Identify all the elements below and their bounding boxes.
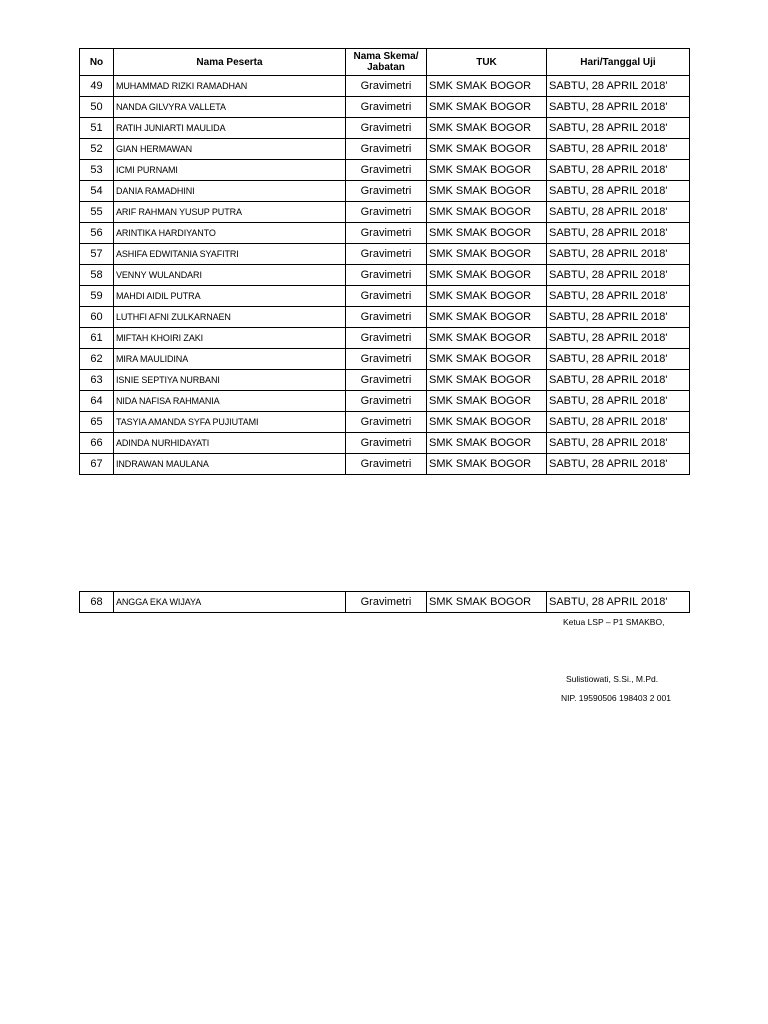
cell-name: RATIH JUNIARTI MAULIDA <box>114 118 346 139</box>
cell-date: SABTU, 28 APRIL 2018' <box>547 328 690 349</box>
cell-no: 65 <box>80 412 114 433</box>
cell-tuk: SMK SMAK BOGOR <box>427 412 547 433</box>
cell-skema: Gravimetri <box>346 97 427 118</box>
cell-name: NIDA NAFISA RAHMANIA <box>114 391 346 412</box>
cell-name: ICMI PURNAMI <box>114 160 346 181</box>
cell-no: 59 <box>80 286 114 307</box>
table-row <box>80 139 690 160</box>
header-skema-line1: Nama Skema/ <box>353 51 419 62</box>
participants-table <box>79 48 690 475</box>
cell-skema: Gravimetri <box>346 433 427 454</box>
cell-date: SABTU, 28 APRIL 2018' <box>547 454 690 475</box>
cell-no: 55 <box>80 202 114 223</box>
cell-tuk: SMK SMAK BOGOR <box>427 139 547 160</box>
table-row <box>80 202 690 223</box>
header-skema-line2: Jabatan <box>367 62 405 73</box>
cell-date: SABTU, 28 APRIL 2018' <box>547 139 690 160</box>
cell-date: SABTU, 28 APRIL 2018' <box>547 118 690 139</box>
cell-tuk: SMK SMAK BOGOR <box>427 265 547 286</box>
signature-name: Sulistiowati, S.Si., M.Pd. <box>566 674 659 684</box>
cell-tuk: SMK SMAK BOGOR <box>427 97 547 118</box>
cell-name: INDRAWAN MAULANA <box>114 454 346 475</box>
cell-date: SABTU, 28 APRIL 2018' <box>547 244 690 265</box>
cell-no: 67 <box>80 454 114 475</box>
cell-date: SABTU, 28 APRIL 2018' <box>547 592 690 613</box>
cell-no: 64 <box>80 391 114 412</box>
cell-tuk: SMK SMAK BOGOR <box>427 160 547 181</box>
cell-no: 50 <box>80 97 114 118</box>
cell-no: 53 <box>80 160 114 181</box>
table-row <box>80 76 690 97</box>
cell-skema: Gravimetri <box>346 265 427 286</box>
cell-no: 56 <box>80 223 114 244</box>
cell-skema: Gravimetri <box>346 76 427 97</box>
cell-date: SABTU, 28 APRIL 2018' <box>547 391 690 412</box>
cell-name: VENNY WULANDARI <box>114 265 346 286</box>
cell-no: 68 <box>80 592 114 613</box>
cell-no: 57 <box>80 244 114 265</box>
cell-skema: Gravimetri <box>346 202 427 223</box>
cell-name: TASYIA AMANDA SYFA PUJIUTAMI <box>114 412 346 433</box>
cell-skema: Gravimetri <box>346 454 427 475</box>
cell-date: SABTU, 28 APRIL 2018' <box>547 265 690 286</box>
cell-skema: Gravimetri <box>346 307 427 328</box>
signature-title: Ketua LSP – P1 SMAKBO, <box>563 617 665 627</box>
table-row <box>80 118 690 139</box>
cell-tuk: SMK SMAK BOGOR <box>427 328 547 349</box>
cell-date: SABTU, 28 APRIL 2018' <box>547 76 690 97</box>
cell-name: ANGGA EKA WIJAYA <box>114 592 346 613</box>
cell-skema: Gravimetri <box>346 244 427 265</box>
table-row <box>80 433 690 454</box>
cell-no: 58 <box>80 265 114 286</box>
cell-tuk: SMK SMAK BOGOR <box>427 244 547 265</box>
cell-date: SABTU, 28 APRIL 2018' <box>547 160 690 181</box>
cell-date: SABTU, 28 APRIL 2018' <box>547 349 690 370</box>
table-header-row <box>80 49 690 76</box>
cell-name: ASHIFA EDWITANIA SYAFITRI <box>114 244 346 265</box>
cell-date: SABTU, 28 APRIL 2018' <box>547 181 690 202</box>
cell-tuk: SMK SMAK BOGOR <box>427 118 547 139</box>
cell-skema: Gravimetri <box>346 139 427 160</box>
cell-tuk: SMK SMAK BOGOR <box>427 454 547 475</box>
cell-name: MAHDI AIDIL PUTRA <box>114 286 346 307</box>
header-skema <box>346 49 427 76</box>
cell-skema: Gravimetri <box>346 412 427 433</box>
table-row <box>80 412 690 433</box>
cell-no: 66 <box>80 433 114 454</box>
table-row <box>80 160 690 181</box>
cell-no: 52 <box>80 139 114 160</box>
cell-tuk: SMK SMAK BOGOR <box>427 349 547 370</box>
cell-date: SABTU, 28 APRIL 2018' <box>547 307 690 328</box>
cell-name: DANIA RAMADHINI <box>114 181 346 202</box>
cell-tuk: SMK SMAK BOGOR <box>427 433 547 454</box>
cell-tuk: SMK SMAK BOGOR <box>427 307 547 328</box>
cell-skema: Gravimetri <box>346 286 427 307</box>
cell-no: 60 <box>80 307 114 328</box>
table-row <box>80 244 690 265</box>
cell-tuk: SMK SMAK BOGOR <box>427 391 547 412</box>
table-row <box>80 328 690 349</box>
cell-tuk: SMK SMAK BOGOR <box>427 202 547 223</box>
header-name: Nama Peserta <box>114 49 346 76</box>
table-row <box>80 349 690 370</box>
cell-date: SABTU, 28 APRIL 2018' <box>547 370 690 391</box>
cell-skema: Gravimetri <box>346 160 427 181</box>
cell-no: 63 <box>80 370 114 391</box>
cell-skema: Gravimetri <box>346 349 427 370</box>
cell-name: GIAN HERMAWAN <box>114 139 346 160</box>
cell-tuk: SMK SMAK BOGOR <box>427 370 547 391</box>
cell-date: SABTU, 28 APRIL 2018' <box>547 286 690 307</box>
cell-tuk: SMK SMAK BOGOR <box>427 592 547 613</box>
table-row <box>80 454 690 475</box>
cell-tuk: SMK SMAK BOGOR <box>427 223 547 244</box>
cell-skema: Gravimetri <box>346 391 427 412</box>
cell-skema: Gravimetri <box>346 328 427 349</box>
cell-no: 51 <box>80 118 114 139</box>
cell-skema: Gravimetri <box>346 223 427 244</box>
cell-skema: Gravimetri <box>346 370 427 391</box>
cell-name: NANDA GILVYRA VALLETA <box>114 97 346 118</box>
cell-skema: Gravimetri <box>346 118 427 139</box>
table-row <box>80 97 690 118</box>
table-row <box>80 370 690 391</box>
cell-skema: Gravimetri <box>346 181 427 202</box>
cell-name: MIRA MAULIDINA <box>114 349 346 370</box>
header-tuk: TUK <box>427 49 547 76</box>
cell-tuk: SMK SMAK BOGOR <box>427 286 547 307</box>
table-row <box>80 391 690 412</box>
header-date: Hari/Tanggal Uji <box>547 49 690 76</box>
cell-name: ARINTIKA HARDIYANTO <box>114 223 346 244</box>
signature-nip: NIP. 19590506 198403 2 001 <box>561 693 671 703</box>
cell-name: LUTHFI AFNI ZULKARNAEN <box>114 307 346 328</box>
cell-no: 54 <box>80 181 114 202</box>
table-row <box>80 181 690 202</box>
cell-name: ARIF RAHMAN YUSUP PUTRA <box>114 202 346 223</box>
cell-name: ISNIE SEPTIYA NURBANI <box>114 370 346 391</box>
table-row <box>80 223 690 244</box>
cell-tuk: SMK SMAK BOGOR <box>427 76 547 97</box>
table-row <box>80 265 690 286</box>
cell-no: 49 <box>80 76 114 97</box>
table-row <box>80 307 690 328</box>
participants-table-continued <box>79 591 690 613</box>
table-row <box>80 286 690 307</box>
header-no: No <box>80 49 114 76</box>
table-row <box>80 592 690 613</box>
cell-name: MIFTAH KHOIRI ZAKI <box>114 328 346 349</box>
cell-date: SABTU, 28 APRIL 2018' <box>547 412 690 433</box>
cell-name: MUHAMMAD RIZKI RAMADHAN <box>114 76 346 97</box>
cell-name: ADINDA NURHIDAYATI <box>114 433 346 454</box>
cell-date: SABTU, 28 APRIL 2018' <box>547 97 690 118</box>
cell-tuk: SMK SMAK BOGOR <box>427 181 547 202</box>
cell-no: 62 <box>80 349 114 370</box>
cell-date: SABTU, 28 APRIL 2018' <box>547 223 690 244</box>
cell-no: 61 <box>80 328 114 349</box>
cell-date: SABTU, 28 APRIL 2018' <box>547 202 690 223</box>
cell-skema: Gravimetri <box>346 592 427 613</box>
cell-date: SABTU, 28 APRIL 2018' <box>547 433 690 454</box>
